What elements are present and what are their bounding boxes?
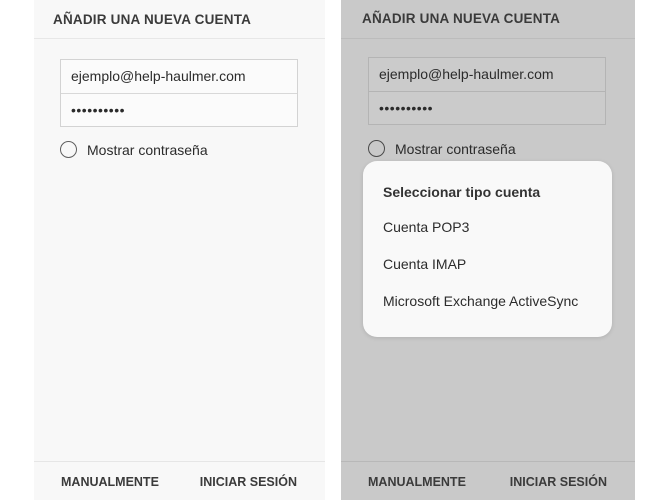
option-exchange-activesync[interactable]: Microsoft Exchange ActiveSync bbox=[383, 293, 579, 309]
show-password-label: Mostrar contraseña bbox=[395, 141, 516, 157]
add-account-screen bbox=[34, 0, 325, 500]
sign-in-button[interactable]: INICIAR SESIÓN bbox=[199, 475, 297, 489]
show-password-label: Mostrar contraseña bbox=[87, 142, 208, 158]
show-password-radio[interactable] bbox=[368, 140, 385, 157]
header bbox=[341, 0, 635, 39]
add-account-screen-dialog bbox=[341, 0, 635, 500]
header bbox=[34, 0, 325, 39]
page-title: AÑADIR UNA NUEVA CUENTA bbox=[53, 12, 252, 27]
option-pop3[interactable]: Cuenta POP3 bbox=[383, 219, 470, 235]
page-title: AÑADIR UNA NUEVA CUENTA bbox=[362, 11, 561, 26]
show-password-radio[interactable] bbox=[60, 141, 77, 158]
sign-in-button[interactable]: INICIAR SESIÓN bbox=[509, 475, 607, 489]
password-input[interactable]: •••••••••• bbox=[71, 102, 126, 118]
account-type-dialog bbox=[363, 161, 612, 337]
email-input[interactable]: ejemplo@help-haulmer.com bbox=[369, 58, 605, 92]
password-input[interactable]: •••••••••• bbox=[379, 100, 434, 116]
footer-bar bbox=[341, 461, 635, 500]
email-input[interactable]: ejemplo@help-haulmer.com bbox=[61, 60, 297, 94]
footer-bar bbox=[34, 461, 325, 500]
credentials-form bbox=[60, 59, 298, 127]
credentials-form bbox=[368, 57, 606, 125]
manual-setup-button[interactable]: MANUALMENTE bbox=[61, 475, 159, 489]
dialog-title: Seleccionar tipo cuenta bbox=[383, 184, 541, 200]
manual-setup-button[interactable]: MANUALMENTE bbox=[368, 475, 466, 489]
option-imap[interactable]: Cuenta IMAP bbox=[383, 256, 467, 272]
